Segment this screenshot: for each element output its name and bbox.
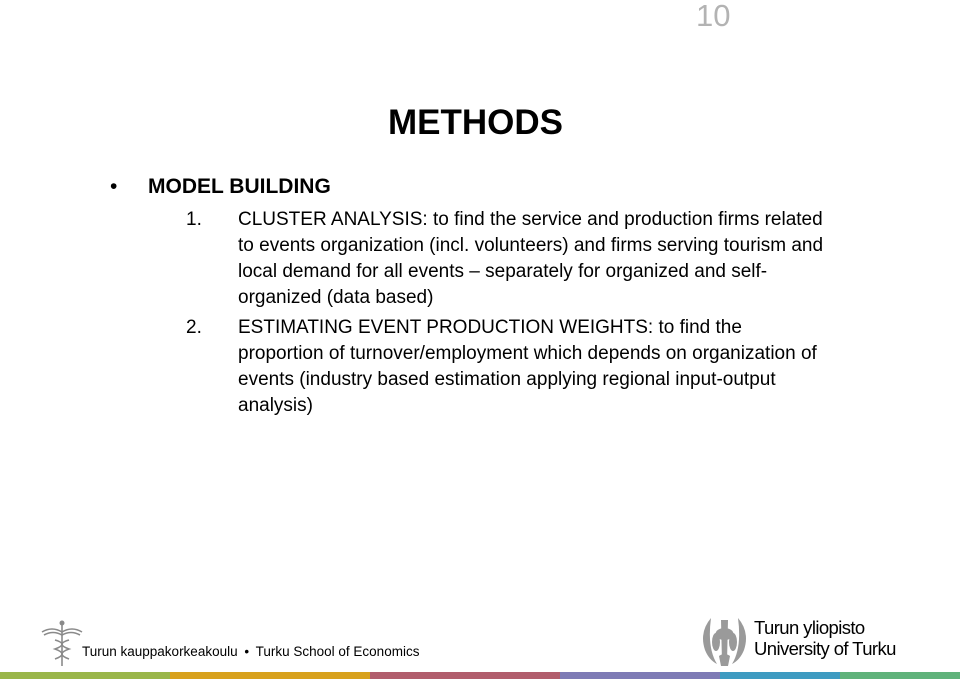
footer-color-bar-segment: [370, 672, 560, 679]
school-name-fi: Turun kauppakorkeakoulu: [82, 644, 238, 659]
page-number: 10: [696, 0, 731, 33]
footer-color-bar-segment: [720, 672, 840, 679]
bullet-symbol: •: [110, 175, 118, 198]
footer-color-bar-segment: [0, 672, 170, 679]
university-name-en: University of Turku: [754, 638, 896, 659]
slide-title: METHODS: [388, 103, 563, 142]
bullet-label: MODEL BUILDING: [148, 175, 331, 198]
item-text: ESTIMATING EVENT PRODUCTION WEIGHTS: to find the proportion of turnover/employment which depends on organization of events (industry based estimation applying regional input-output analysis): [238, 317, 817, 416]
university-seal-icon: [697, 612, 752, 668]
caduceus-icon: [38, 618, 86, 668]
footer-color-bar-segment: [560, 672, 720, 679]
university-name-fi: Turun yliopisto: [754, 617, 865, 638]
footer-color-bar-segment: [840, 672, 960, 679]
footer-color-bar-segment: [170, 672, 370, 679]
school-name-en: Turku School of Economics: [255, 644, 420, 659]
footer-school-name: [82, 643, 419, 661]
item-number: 1.: [186, 209, 202, 230]
university-name: [754, 617, 896, 659]
item-number: 2.: [186, 317, 202, 338]
footer-separator: •: [244, 644, 250, 659]
item-text: CLUSTER ANALYSIS: to find the service and production firms related to events organization (incl. volunteers) and firms serving tourism and local demand for all events – separately for organized and self-organized (data based): [238, 209, 824, 308]
